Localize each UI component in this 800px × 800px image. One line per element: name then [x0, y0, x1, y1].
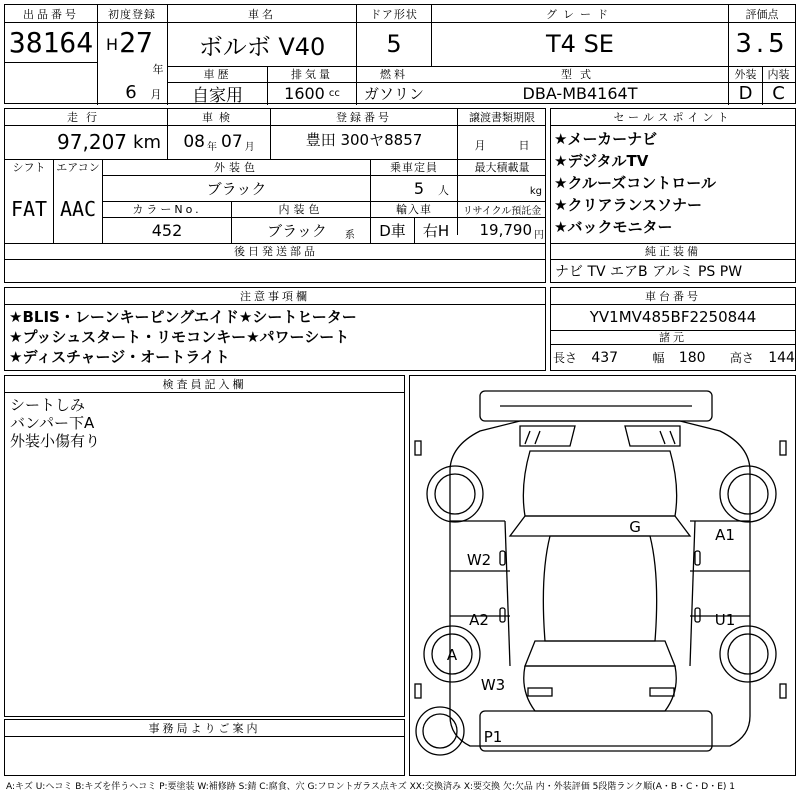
height: 144	[768, 349, 795, 366]
transfer-date	[458, 133, 546, 157]
damage-mark-w2: W2	[466, 551, 492, 569]
damage-mark-g: G	[629, 518, 641, 536]
notes-label: 注意事項欄	[240, 290, 310, 303]
inspector-line: バンパー下A	[10, 414, 95, 432]
transfer-day-unit: 日	[518, 139, 530, 152]
fuel: ガソリン	[363, 85, 424, 103]
fuel-label: 燃料	[380, 68, 408, 81]
damage-mark-u1: U1	[714, 611, 736, 629]
grade: T4 SE	[546, 30, 614, 58]
sales-point-item: ★メーカーナビ	[554, 130, 658, 148]
interior-grade-label: 内装	[767, 68, 790, 81]
car-diagram	[410, 376, 795, 775]
color-no-label: カラーNo.	[132, 203, 202, 216]
recycle-value: 19,790	[479, 221, 532, 239]
notes-list	[9, 307, 357, 367]
ext-color-label: 外装色	[214, 161, 259, 174]
int-color-label: 内装色	[278, 203, 324, 216]
max-load-label: 最大積載量	[474, 161, 530, 174]
exterior-grade-label: 外装	[734, 68, 757, 81]
damage-mark-p1: P1	[483, 728, 503, 746]
width-label: 幅	[652, 351, 665, 365]
shift-label: シフト	[12, 161, 46, 174]
doors-label: ドア形状	[370, 7, 418, 21]
inspector-line: 外装小傷有り	[10, 432, 101, 450]
ac: AAC	[59, 197, 97, 221]
displacement-value: 1600	[284, 84, 325, 103]
header-section	[4, 4, 796, 104]
exterior-grade: D	[738, 83, 753, 104]
inspection-month: 07	[221, 132, 243, 152]
car-diagram-section	[409, 375, 796, 776]
inspection-month-unit: 月	[244, 141, 255, 153]
import-type: D車	[379, 221, 406, 240]
inspection-year-unit: 年	[207, 141, 217, 153]
mileage-label: 走行	[67, 111, 105, 124]
height-label: 高さ	[729, 351, 754, 365]
first-reg-label: 初度登録	[108, 7, 156, 21]
sales-points-label: セールスポイント	[613, 111, 733, 124]
equipment: ナビ TV エアB アルミ PS PW	[555, 263, 743, 280]
later-parts-label: 後日発送部品	[234, 245, 318, 258]
capacity-label: 乗車定員	[390, 161, 438, 174]
sales-point-item: ★クルーズコントロール	[554, 174, 716, 192]
office-section	[4, 719, 405, 776]
capacity	[371, 175, 457, 201]
capacity-unit: 人	[438, 184, 449, 197]
chassis-label: 車台番号	[645, 290, 701, 303]
inspector-notes	[10, 396, 100, 450]
specs-row	[553, 345, 795, 370]
month-unit: 月	[150, 88, 162, 101]
specs-label: 諸元	[659, 331, 687, 344]
recycle-unit: 円	[534, 229, 544, 241]
steering: 右H	[422, 221, 450, 240]
inspection-year: 08	[183, 132, 205, 152]
displacement-label: 排気量	[291, 68, 333, 81]
listing-no-label: 出品番号	[23, 7, 79, 21]
capacity-value: 5	[413, 178, 424, 198]
history-label: 車歴	[203, 68, 232, 81]
plate-label: 登録番号	[336, 111, 392, 124]
details-section	[4, 108, 546, 283]
transfer-label: 譲渡書類期限	[469, 111, 535, 124]
mileage-value: 97,207	[57, 130, 128, 154]
score-label: 評価点	[745, 7, 779, 21]
recycle	[458, 217, 546, 243]
transfer-month-unit: 月	[474, 139, 486, 152]
color-no: 452	[151, 220, 183, 240]
interior-grade: C	[772, 83, 785, 104]
doors: 5	[386, 30, 402, 58]
ext-color: ブラック	[206, 179, 267, 198]
notes-section	[4, 287, 546, 371]
inspection-label: 車検	[202, 111, 236, 124]
inspector-line: シートしみ	[10, 396, 86, 414]
first-reg-year: 27	[119, 25, 153, 59]
office-label: 事務局よりご案内	[148, 722, 261, 735]
max-load-unit: kg	[529, 185, 542, 197]
note-line: ★ディスチャージ・オートライト	[9, 348, 230, 366]
displacement	[268, 82, 356, 105]
ac-label: エアコン	[56, 161, 100, 174]
year-unit: 年	[152, 63, 164, 76]
era: H	[105, 34, 119, 54]
inspector-section	[4, 375, 405, 717]
inspection-date	[168, 125, 270, 159]
length: 437	[591, 349, 619, 366]
max-load	[458, 175, 546, 201]
damage-legend: A:キズ U:ヘコミ B:キズを伴うヘコミ P:要塗装 W:補修跡 S:錆 C:腐食、穴 G:フロントガラス点キズ XX:交換済み X:要交換 欠:欠品 内・外装評価 5段階ランク順(A・B・C・D・E) 1	[6, 782, 736, 792]
mileage-unit: km	[133, 131, 161, 153]
car-name-label: 車名	[248, 7, 276, 21]
sales-point-item: ★デジタルTV	[554, 152, 649, 170]
grade-label: グレード	[546, 7, 614, 21]
damage-mark-a2: A2	[469, 611, 489, 629]
chassis-number: YV1MV485BF2250844	[589, 308, 757, 326]
plate: 豊田 300ヤ8857	[305, 130, 423, 149]
sales-point-item: ★クリアランスソナー	[554, 196, 702, 214]
int-color	[232, 217, 370, 243]
damage-mark-a: A	[446, 646, 458, 664]
model-label: 型式	[561, 68, 599, 81]
import-label: 輸入車	[396, 203, 432, 216]
model: DBA-MB4164T	[522, 84, 638, 103]
inspector-label: 検査員記入欄	[162, 378, 247, 391]
chassis-section	[550, 287, 796, 371]
recycle-label: リサイクル預託金	[462, 205, 542, 217]
history: 自家用	[192, 86, 243, 105]
sales-points-section	[550, 108, 796, 283]
first-reg-month: 6	[125, 81, 137, 103]
note-line: ★プッシュスタート・リモコンキー★パワーシート	[9, 328, 350, 346]
car-name: ボルボ V40	[198, 32, 326, 61]
length-label: 長さ	[553, 351, 578, 365]
note-line: ★BLIS・レーンキーピングエイド★シートヒーター	[9, 308, 357, 326]
int-color-unit: 系	[344, 229, 355, 241]
equipment-label: 純正装備	[645, 245, 701, 258]
mileage	[5, 125, 167, 159]
shift: FAT	[10, 197, 48, 221]
damage-mark-w3: W3	[480, 676, 506, 694]
score: 3.5	[735, 29, 789, 59]
displacement-unit: cc	[328, 88, 340, 99]
int-color-value: ブラック	[267, 221, 327, 240]
sales-point-item: ★バックモニター	[554, 218, 673, 236]
sales-points-list	[554, 128, 716, 238]
width: 180	[678, 349, 706, 366]
damage-mark-a1: A1	[715, 526, 735, 544]
listing-no: 38164	[8, 25, 94, 59]
